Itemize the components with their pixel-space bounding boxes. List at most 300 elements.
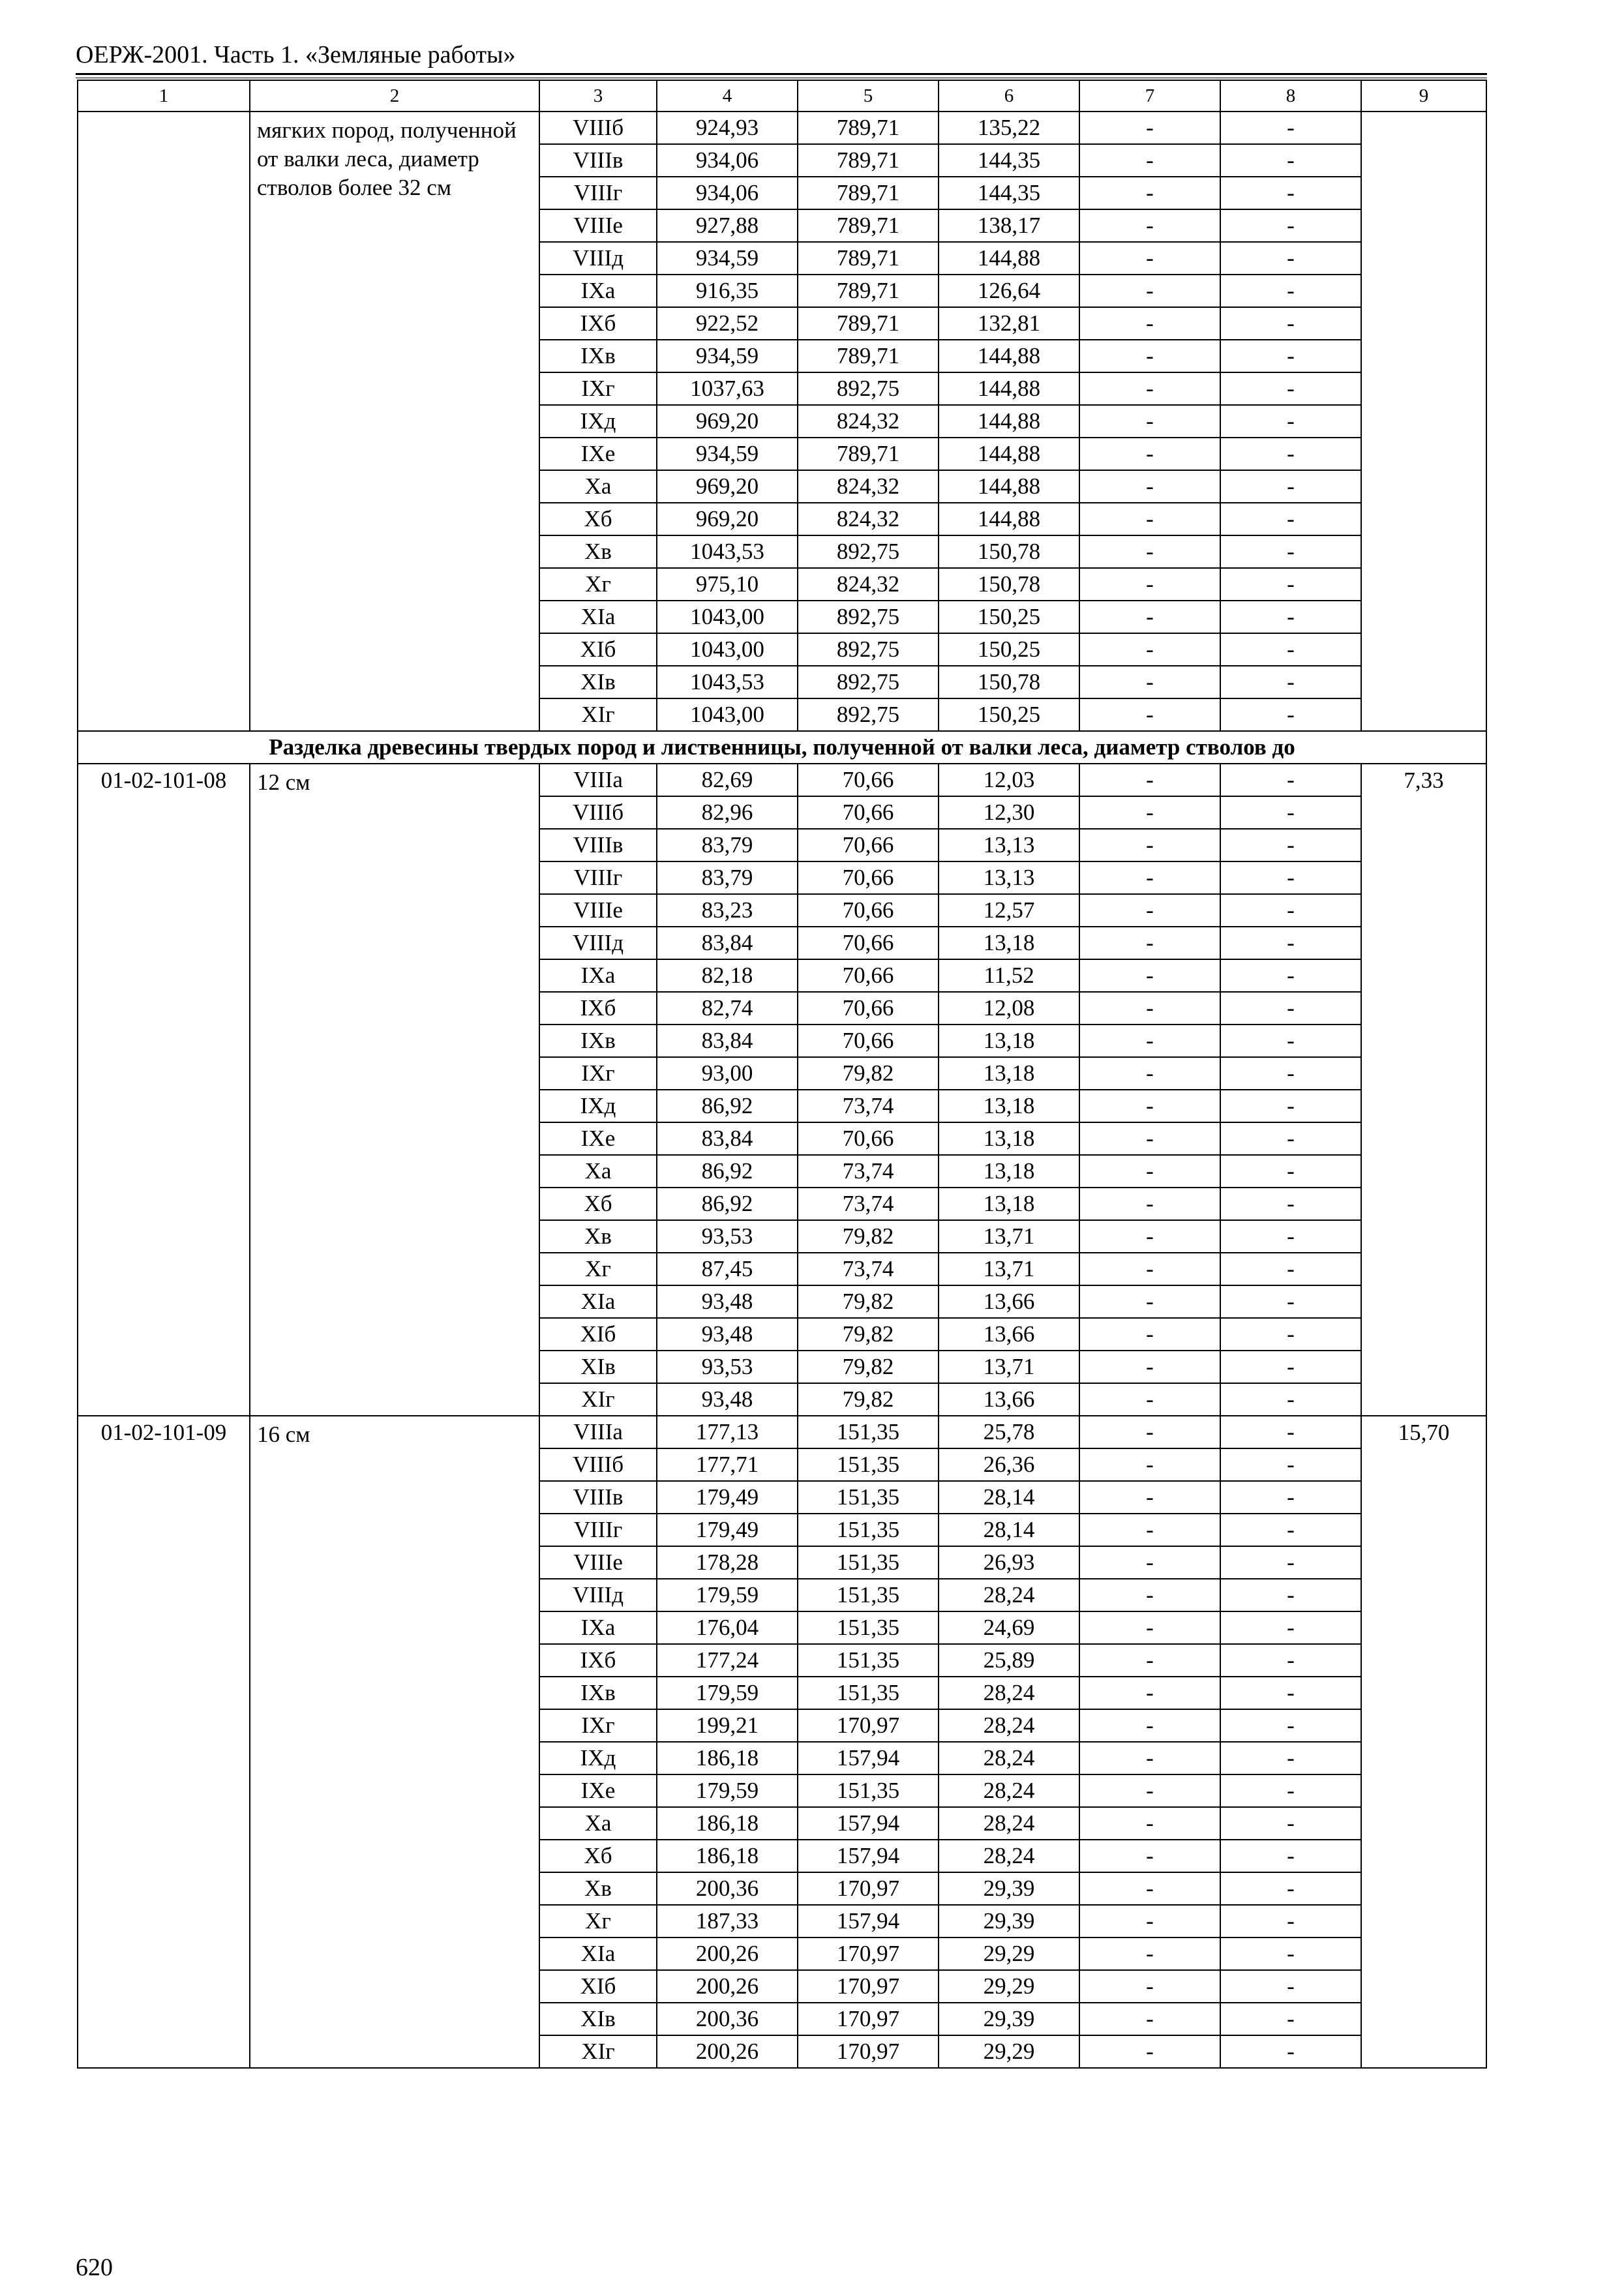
col8-cell: - (1220, 275, 1361, 307)
col4-cell: 969,20 (657, 503, 798, 535)
col8-cell: - (1220, 1416, 1361, 1448)
group-cell: XIб (539, 633, 657, 666)
group-cell: XIв (539, 1351, 657, 1383)
col6-cell: 24,69 (939, 1611, 1079, 1644)
group-cell: IXе (539, 1774, 657, 1807)
col6-cell: 150,78 (939, 666, 1079, 698)
col5-cell: 70,66 (798, 829, 939, 861)
code-cell: 01-02-101-08 (78, 764, 250, 1416)
col6-cell: 28,24 (939, 1742, 1079, 1774)
col4-cell: 200,26 (657, 1970, 798, 2003)
col7-cell: - (1079, 1579, 1220, 1611)
col7-cell: - (1079, 242, 1220, 275)
col5-cell: 70,66 (798, 1122, 939, 1155)
col5-cell: 789,71 (798, 242, 939, 275)
col5-cell: 892,75 (798, 535, 939, 568)
group-cell: VIIIб (539, 112, 657, 144)
group-cell: IXa (539, 959, 657, 992)
col5-cell: 151,35 (798, 1514, 939, 1546)
col6-cell: 13,18 (939, 927, 1079, 959)
col8-cell: - (1220, 209, 1361, 242)
col6-cell: 144,35 (939, 144, 1079, 177)
col7-cell: - (1079, 1546, 1220, 1579)
col9-cell: 15,70 (1361, 1416, 1486, 2068)
group-cell: IXб (539, 992, 657, 1025)
col8-cell: - (1220, 1481, 1361, 1514)
col5-cell: 151,35 (798, 1644, 939, 1677)
col6-cell: 144,88 (939, 242, 1079, 275)
col6-cell: 26,93 (939, 1546, 1079, 1579)
col8-cell: - (1220, 1644, 1361, 1677)
col5-cell: 789,71 (798, 112, 939, 144)
col4-cell: 86,92 (657, 1188, 798, 1220)
col6-cell: 11,52 (939, 959, 1079, 992)
col8-cell: - (1220, 1122, 1361, 1155)
col8-cell: - (1220, 894, 1361, 927)
col6-cell: 29,29 (939, 2035, 1079, 2068)
col4-cell: 179,59 (657, 1774, 798, 1807)
col8-cell: - (1220, 1155, 1361, 1188)
group-cell: Xa (539, 1155, 657, 1188)
col5-cell: 73,74 (798, 1188, 939, 1220)
col4-cell: 186,18 (657, 1840, 798, 1872)
col7-cell: - (1079, 829, 1220, 861)
col5-cell: 79,82 (798, 1318, 939, 1351)
column-number-cell: 5 (798, 80, 939, 112)
col4-cell: 83,79 (657, 829, 798, 861)
column-number-cell: 8 (1220, 80, 1361, 112)
col4-cell: 83,84 (657, 1122, 798, 1155)
col7-cell: - (1079, 275, 1220, 307)
col5-cell: 70,66 (798, 927, 939, 959)
col8-cell: - (1220, 2003, 1361, 2035)
col8-cell: - (1220, 601, 1361, 633)
col5-cell: 151,35 (798, 1579, 939, 1611)
col6-cell: 13,18 (939, 1057, 1079, 1090)
col8-cell: - (1220, 1937, 1361, 1970)
group-cell: VIIIд (539, 1579, 657, 1611)
col6-cell: 13,66 (939, 1318, 1079, 1351)
col6-cell: 13,71 (939, 1351, 1079, 1383)
col5-cell: 73,74 (798, 1090, 939, 1122)
col5-cell: 789,71 (798, 275, 939, 307)
col7-cell: - (1079, 340, 1220, 372)
col7-cell: - (1079, 1188, 1220, 1220)
col6-cell: 150,25 (939, 698, 1079, 731)
col8-cell: - (1220, 1514, 1361, 1546)
col6-cell: 29,39 (939, 2003, 1079, 2035)
col4-cell: 86,92 (657, 1155, 798, 1188)
col7-cell: - (1079, 503, 1220, 535)
col7-cell: - (1079, 992, 1220, 1025)
col7-cell: - (1079, 1937, 1220, 1970)
col4-cell: 82,18 (657, 959, 798, 992)
col7-cell: - (1079, 438, 1220, 470)
col7-cell: - (1079, 568, 1220, 601)
group-cell: IXг (539, 1709, 657, 1742)
col7-cell: - (1079, 1383, 1220, 1416)
col4-cell: 83,79 (657, 861, 798, 894)
col4-cell: 1043,00 (657, 633, 798, 666)
col6-cell: 28,24 (939, 1677, 1079, 1709)
page-number: 620 (76, 2254, 113, 2281)
col4-cell: 87,45 (657, 1253, 798, 1285)
column-number-cell: 4 (657, 80, 798, 112)
group-cell: VIIIд (539, 242, 657, 275)
col7-cell: - (1079, 796, 1220, 829)
group-cell: IXе (539, 438, 657, 470)
group-cell: VIIIе (539, 1546, 657, 1579)
col5-cell: 73,74 (798, 1155, 939, 1188)
col7-cell: - (1079, 1872, 1220, 1905)
col6-cell: 25,89 (939, 1644, 1079, 1677)
col8-cell: - (1220, 1742, 1361, 1774)
table-row (78, 764, 1486, 796)
col4-cell: 934,59 (657, 340, 798, 372)
col8-cell: - (1220, 1611, 1361, 1644)
col5-cell: 79,82 (798, 1351, 939, 1383)
col8-cell: - (1220, 666, 1361, 698)
group-cell: IXб (539, 1644, 657, 1677)
col8-cell: - (1220, 144, 1361, 177)
group-cell: XIг (539, 698, 657, 731)
col6-cell: 144,88 (939, 438, 1079, 470)
col5-cell: 824,32 (798, 503, 939, 535)
col5-cell: 892,75 (798, 601, 939, 633)
col5-cell: 79,82 (798, 1057, 939, 1090)
col7-cell: - (1079, 144, 1220, 177)
col7-cell: - (1079, 894, 1220, 927)
col4-cell: 83,23 (657, 894, 798, 927)
column-number-cell: 7 (1079, 80, 1220, 112)
group-cell: Xб (539, 503, 657, 535)
col6-cell: 144,35 (939, 177, 1079, 209)
col4-cell: 82,96 (657, 796, 798, 829)
col8-cell: - (1220, 535, 1361, 568)
col5-cell: 170,97 (798, 1709, 939, 1742)
col4-cell: 200,26 (657, 2035, 798, 2068)
col4-cell: 82,74 (657, 992, 798, 1025)
column-number-cell: 1 (78, 80, 250, 112)
col8-cell: - (1220, 992, 1361, 1025)
col8-cell: - (1220, 959, 1361, 992)
col4-cell: 93,53 (657, 1220, 798, 1253)
col8-cell: - (1220, 1057, 1361, 1090)
group-cell: XIa (539, 1285, 657, 1318)
col8-cell: - (1220, 1579, 1361, 1611)
col8-cell: - (1220, 1709, 1361, 1742)
col5-cell: 789,71 (798, 340, 939, 372)
col5-cell: 170,97 (798, 1872, 939, 1905)
col9-cell (1361, 112, 1486, 731)
col5-cell: 157,94 (798, 1807, 939, 1840)
col5-cell: 789,71 (798, 144, 939, 177)
col8-cell: - (1220, 1351, 1361, 1383)
group-cell: VIIIе (539, 209, 657, 242)
section-row (78, 731, 1486, 764)
col6-cell: 28,24 (939, 1709, 1079, 1742)
col5-cell: 170,97 (798, 1937, 939, 1970)
col6-cell: 13,71 (939, 1253, 1079, 1285)
col5-cell: 79,82 (798, 1383, 939, 1416)
col5-cell: 70,66 (798, 861, 939, 894)
col5-cell: 157,94 (798, 1905, 939, 1937)
col5-cell: 170,97 (798, 2003, 939, 2035)
col5-cell: 789,71 (798, 177, 939, 209)
col4-cell: 186,18 (657, 1742, 798, 1774)
group-cell: XIв (539, 2003, 657, 2035)
group-cell: IXе (539, 1122, 657, 1155)
col7-cell: - (1079, 1318, 1220, 1351)
col7-cell: - (1079, 535, 1220, 568)
col6-cell: 150,25 (939, 633, 1079, 666)
col5-cell: 789,71 (798, 209, 939, 242)
col6-cell: 13,66 (939, 1285, 1079, 1318)
col6-cell: 28,14 (939, 1481, 1079, 1514)
col5-cell: 151,35 (798, 1774, 939, 1807)
col7-cell: - (1079, 1122, 1220, 1155)
group-cell: Xг (539, 1905, 657, 1937)
col4-cell: 934,06 (657, 144, 798, 177)
col8-cell: - (1220, 633, 1361, 666)
col4-cell: 179,49 (657, 1481, 798, 1514)
column-number-cell: 6 (939, 80, 1079, 112)
col6-cell: 28,14 (939, 1514, 1079, 1546)
col8-cell: - (1220, 307, 1361, 340)
col8-cell: - (1220, 1090, 1361, 1122)
col6-cell: 150,78 (939, 568, 1079, 601)
group-cell: VIIIв (539, 829, 657, 861)
col7-cell: - (1079, 861, 1220, 894)
col8-cell: - (1220, 1383, 1361, 1416)
col7-cell: - (1079, 601, 1220, 633)
col4-cell: 934,06 (657, 177, 798, 209)
col8-cell: - (1220, 1840, 1361, 1872)
col4-cell: 177,13 (657, 1416, 798, 1448)
col8-cell: - (1220, 405, 1361, 438)
col4-cell: 922,52 (657, 307, 798, 340)
col5-cell: 79,82 (798, 1285, 939, 1318)
col4-cell: 82,69 (657, 764, 798, 796)
group-cell: IXв (539, 1677, 657, 1709)
col7-cell: - (1079, 1742, 1220, 1774)
col7-cell: - (1079, 633, 1220, 666)
col8-cell: - (1220, 1448, 1361, 1481)
header-rule (76, 73, 1487, 75)
table-row (78, 1416, 1486, 1448)
col4-cell: 176,04 (657, 1611, 798, 1644)
col4-cell: 924,93 (657, 112, 798, 144)
group-cell: XIa (539, 601, 657, 633)
col7-cell: - (1079, 1220, 1220, 1253)
column-number-cell: 3 (539, 80, 657, 112)
group-cell: Xб (539, 1840, 657, 1872)
col6-cell: 13,13 (939, 829, 1079, 861)
col7-cell: - (1079, 1970, 1220, 2003)
col6-cell: 25,78 (939, 1416, 1079, 1448)
col7-cell: - (1079, 307, 1220, 340)
rates-table (77, 80, 1487, 2069)
group-cell: VIIIд (539, 927, 657, 959)
col5-cell: 70,66 (798, 1025, 939, 1057)
group-cell: VIIIг (539, 1514, 657, 1546)
group-cell: IXa (539, 1611, 657, 1644)
col6-cell: 144,88 (939, 340, 1079, 372)
col7-cell: - (1079, 1840, 1220, 1872)
col8-cell: - (1220, 1872, 1361, 1905)
col7-cell: - (1079, 1514, 1220, 1546)
col7-cell: - (1079, 470, 1220, 503)
col5-cell: 157,94 (798, 1840, 939, 1872)
col7-cell: - (1079, 698, 1220, 731)
col6-cell: 29,29 (939, 1937, 1079, 1970)
col5-cell: 70,66 (798, 992, 939, 1025)
col7-cell: - (1079, 1774, 1220, 1807)
col8-cell: - (1220, 1285, 1361, 1318)
group-cell: IXд (539, 1090, 657, 1122)
col5-cell: 892,75 (798, 633, 939, 666)
col6-cell: 12,30 (939, 796, 1079, 829)
col6-cell: 29,39 (939, 1872, 1079, 1905)
col6-cell: 28,24 (939, 1579, 1079, 1611)
col4-cell: 93,48 (657, 1285, 798, 1318)
group-cell: Xв (539, 1872, 657, 1905)
table-row (78, 112, 1486, 144)
col5-cell: 70,66 (798, 959, 939, 992)
col7-cell: - (1079, 1905, 1220, 1937)
group-cell: IXб (539, 307, 657, 340)
col5-cell: 789,71 (798, 307, 939, 340)
col8-cell: - (1220, 1546, 1361, 1579)
col6-cell: 29,29 (939, 1970, 1079, 2003)
col7-cell: - (1079, 1448, 1220, 1481)
col8-cell: - (1220, 1970, 1361, 2003)
col8-cell: - (1220, 764, 1361, 796)
col4-cell: 86,92 (657, 1090, 798, 1122)
col7-cell: - (1079, 372, 1220, 405)
group-cell: VIIIг (539, 861, 657, 894)
col8-cell: - (1220, 829, 1361, 861)
group-cell: XIб (539, 1318, 657, 1351)
table-body (78, 80, 1486, 2068)
description-cell: мягких пород, полученной от валки леса, диаметр стволов более 32 см (250, 112, 539, 731)
group-cell: XIг (539, 1383, 657, 1416)
group-cell: VIIIв (539, 144, 657, 177)
column-number-cell: 9 (1361, 80, 1486, 112)
group-cell: Xa (539, 1807, 657, 1840)
col5-cell: 892,75 (798, 698, 939, 731)
col6-cell: 144,88 (939, 503, 1079, 535)
group-cell: Xв (539, 1220, 657, 1253)
col6-cell: 13,18 (939, 1122, 1079, 1155)
col7-cell: - (1079, 1481, 1220, 1514)
col5-cell: 824,32 (798, 470, 939, 503)
col7-cell: - (1079, 1351, 1220, 1383)
col8-cell: - (1220, 1807, 1361, 1840)
col7-cell: - (1079, 2003, 1220, 2035)
page-header: ОЕРЖ-2001. Часть 1. «Земляные работы» (76, 41, 516, 68)
column-number-cell: 2 (250, 80, 539, 112)
col4-cell: 1043,53 (657, 535, 798, 568)
col4-cell: 200,36 (657, 1872, 798, 1905)
col6-cell: 28,24 (939, 1807, 1079, 1840)
col6-cell: 28,24 (939, 1840, 1079, 1872)
col7-cell: - (1079, 1644, 1220, 1677)
group-cell: Xг (539, 1253, 657, 1285)
col5-cell: 824,32 (798, 568, 939, 601)
col5-cell: 79,82 (798, 1220, 939, 1253)
col8-cell: - (1220, 1188, 1361, 1220)
description-cell: 16 см (250, 1416, 539, 2068)
col4-cell: 975,10 (657, 568, 798, 601)
group-cell: VIIIa (539, 764, 657, 796)
col5-cell: 157,94 (798, 1742, 939, 1774)
group-cell: IXв (539, 340, 657, 372)
col6-cell: 13,18 (939, 1090, 1079, 1122)
group-cell: IXг (539, 1057, 657, 1090)
col5-cell: 151,35 (798, 1448, 939, 1481)
col7-cell: - (1079, 1057, 1220, 1090)
col7-cell: - (1079, 1155, 1220, 1188)
col4-cell: 200,36 (657, 2003, 798, 2035)
col7-cell: - (1079, 1611, 1220, 1644)
description-cell: 12 см (250, 764, 539, 1416)
col4-cell: 177,71 (657, 1448, 798, 1481)
col4-cell: 1043,00 (657, 698, 798, 731)
column-number-row (78, 80, 1486, 112)
col4-cell: 1043,53 (657, 666, 798, 698)
col6-cell: 144,88 (939, 405, 1079, 438)
col4-cell: 179,49 (657, 1514, 798, 1546)
col8-cell: - (1220, 177, 1361, 209)
col5-cell: 789,71 (798, 438, 939, 470)
group-cell: IXв (539, 1025, 657, 1057)
col6-cell: 13,18 (939, 1025, 1079, 1057)
col4-cell: 1037,63 (657, 372, 798, 405)
col4-cell: 186,18 (657, 1807, 798, 1840)
col4-cell: 200,26 (657, 1937, 798, 1970)
group-cell: IXд (539, 1742, 657, 1774)
code-cell: 01-02-101-09 (78, 1416, 250, 2068)
group-cell: VIIIв (539, 1481, 657, 1514)
group-cell: Xг (539, 568, 657, 601)
col7-cell: - (1079, 405, 1220, 438)
col4-cell: 93,53 (657, 1351, 798, 1383)
col4-cell: 916,35 (657, 275, 798, 307)
col4-cell: 93,00 (657, 1057, 798, 1090)
col8-cell: - (1220, 1905, 1361, 1937)
col6-cell: 12,08 (939, 992, 1079, 1025)
col5-cell: 73,74 (798, 1253, 939, 1285)
group-cell: Xб (539, 1188, 657, 1220)
col4-cell: 969,20 (657, 470, 798, 503)
col5-cell: 892,75 (798, 372, 939, 405)
col4-cell: 927,88 (657, 209, 798, 242)
col5-cell: 151,35 (798, 1546, 939, 1579)
col4-cell: 969,20 (657, 405, 798, 438)
col5-cell: 151,35 (798, 1611, 939, 1644)
group-cell: VIIIa (539, 1416, 657, 1448)
col8-cell: - (1220, 372, 1361, 405)
col7-cell: - (1079, 1677, 1220, 1709)
col4-cell: 177,24 (657, 1644, 798, 1677)
col6-cell: 13,18 (939, 1188, 1079, 1220)
col8-cell: - (1220, 242, 1361, 275)
col5-cell: 151,35 (798, 1481, 939, 1514)
col7-cell: - (1079, 209, 1220, 242)
col4-cell: 93,48 (657, 1318, 798, 1351)
col8-cell: - (1220, 1774, 1361, 1807)
